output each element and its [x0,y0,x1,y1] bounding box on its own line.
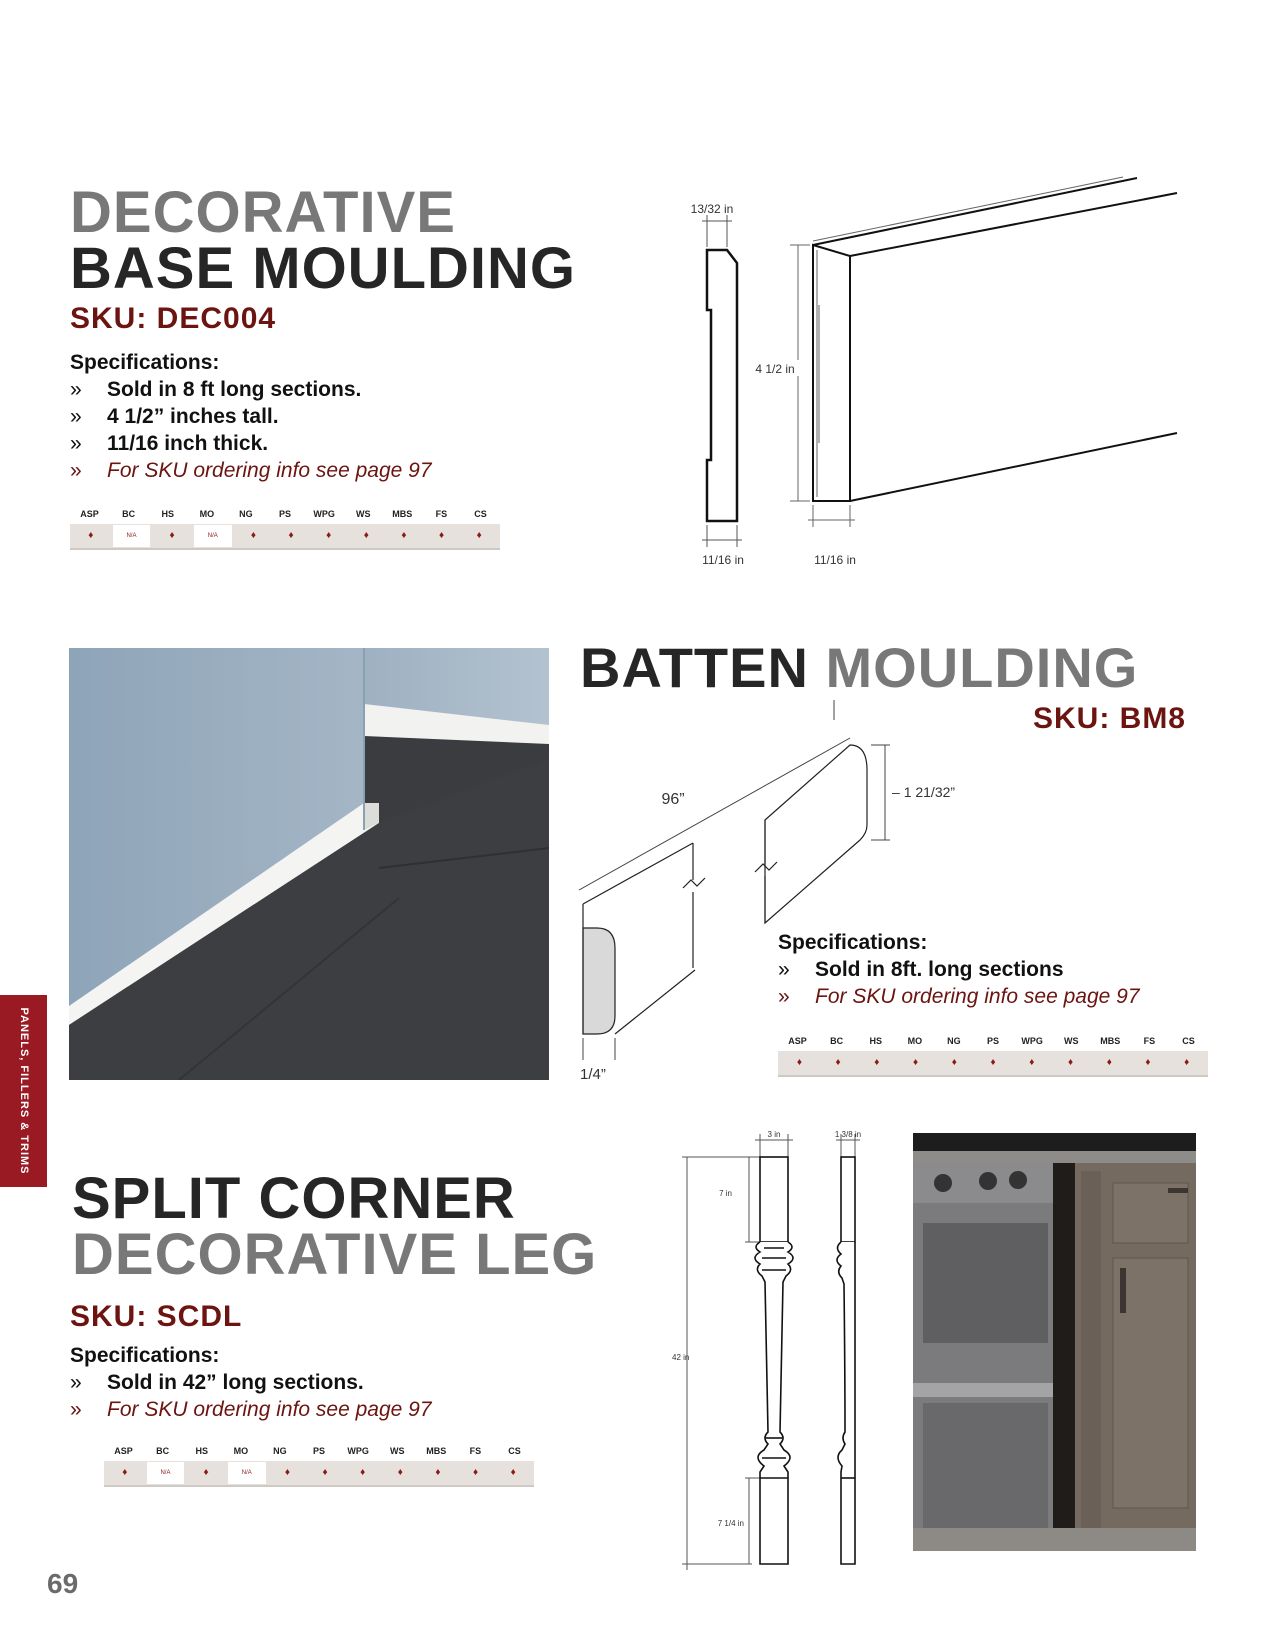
availability-mark: ♦ [913,1057,919,1068]
availability-row [778,1051,1208,1077]
availability-mark: ♦ [435,1467,441,1478]
dim-total-length-label: 42 in [672,1353,690,1362]
finish-code: MBS [426,1446,447,1456]
finish-code: WS [389,1446,405,1456]
kitchen-leg-photo [913,1133,1196,1551]
dim-bottom-left-label: 11/16 in [702,553,744,567]
finish-code: WS [1063,1036,1079,1046]
availability-mark: ♦ [122,1467,128,1478]
availability-mark: ♦ [874,1057,880,1068]
finish-code: CS [1182,1036,1195,1046]
spec-list [70,1369,432,1423]
spec-item: » Sold in 42” long sections. [70,1371,364,1394]
baseboard-room-photo [69,648,549,1080]
availability-row [70,524,500,550]
availability-na: N/A [228,1462,266,1484]
product-sku: SKU: DEC004 [70,302,277,335]
availability-mark: ♦ [360,1467,366,1478]
availability-mark: ♦ [473,1467,479,1478]
finish-code: WPG [313,509,335,519]
spec-heading: Specifications: [70,1344,220,1367]
dim-width-label: – 1 21/32” [892,784,956,800]
finish-availability-grid [104,1441,534,1487]
spec-list [70,376,432,484]
finish-code: MO [907,1036,923,1046]
finish-code: HS [195,1446,208,1456]
dim-front-width-label: 3 in [767,1130,781,1139]
availability-na: N/A [113,525,151,547]
finish-code: WPG [1021,1036,1043,1046]
spec-heading: Specifications: [70,351,220,374]
finish-code: MO [233,1446,249,1456]
finish-code: FS [469,1446,482,1456]
availability-mark: ♦ [510,1467,516,1478]
product-title-line2: DECORATIVE LEG [72,1222,598,1287]
product-title-line1: DECORATIVE [70,180,456,245]
dim-length-label: 96” [661,791,685,808]
page-number: 69 [47,1568,79,1599]
base-moulding-diagram [680,175,1220,570]
availability-mark: ♦ [363,530,369,541]
product-title-line1: SPLIT CORNER [72,1166,516,1231]
product-title-line2: BASE MOULDING [70,236,576,301]
finish-code: MO [199,509,215,519]
ordering-info: » For SKU ordering info see page 97 [778,985,1140,1008]
finish-code: BC [830,1036,844,1046]
dim-side-width-label: 1 3/8 in [834,1130,862,1139]
title-word: MOULDING [825,636,1139,699]
availability-mark: ♦ [439,530,445,541]
finish-code: CS [474,509,487,519]
product-sku: SKU: SCDL [70,1300,243,1333]
availability-mark: ♦ [796,1057,802,1068]
section-tab [0,995,47,1187]
availability-mark: ♦ [397,1467,403,1478]
availability-mark: ♦ [326,530,332,541]
availability-mark: ♦ [1106,1057,1112,1068]
availability-mark: ♦ [203,1467,209,1478]
availability-mark: ♦ [1145,1057,1151,1068]
finish-code: WPG [347,1446,369,1456]
availability-mark: ♦ [951,1057,957,1068]
title-word: BATTEN [580,636,809,699]
spec-item: » Sold in 8 ft long sections. [70,378,362,401]
finish-availability-grid [778,1031,1208,1077]
spec-item: » Sold in 8ft. long sections [778,958,1064,981]
availability-mark: ♦ [88,530,94,541]
finish-code: FS [435,509,448,519]
decorative-leg-diagram [670,1122,910,1570]
availability-mark: ♦ [288,530,294,541]
availability-na: N/A [194,525,232,547]
availability-na: N/A [147,1462,185,1484]
availability-mark: ♦ [835,1057,841,1068]
spec-heading: Specifications: [778,931,928,954]
availability-mark: ♦ [250,530,256,541]
batten-moulding-diagram [575,700,995,1085]
availability-row [104,1461,534,1487]
finish-code: BC [122,509,136,519]
finish-codes-row [778,1031,1208,1051]
availability-mark: ♦ [322,1467,328,1478]
finish-code: NG [273,1446,287,1456]
finish-code: BC [156,1446,170,1456]
availability-mark: ♦ [169,530,175,541]
finish-code: MBS [392,509,413,519]
finish-code: WS [355,509,371,519]
finish-code: PS [987,1036,1000,1046]
finish-code: PS [313,1446,326,1456]
finish-code: NG [239,509,253,519]
availability-mark: ♦ [1029,1057,1035,1068]
finish-code: ASP [114,1446,133,1456]
finish-availability-grid [70,504,500,550]
finish-code: FS [1143,1036,1156,1046]
finish-codes-row [104,1441,534,1461]
availability-mark: ♦ [990,1057,996,1068]
finish-code: HS [869,1036,882,1046]
finish-code: MBS [1100,1036,1121,1046]
product-sku: SKU: BM8 [1032,702,1186,735]
section-tab-label: PANELS, FILLERS & TRIMS [17,1007,30,1175]
dim-thickness-label: 1/4” [580,1066,606,1083]
finish-codes-row [70,504,500,524]
availability-mark: ♦ [1067,1057,1074,1068]
availability-mark: ♦ [476,530,482,541]
finish-code: ASP [80,509,99,519]
finish-code: PS [279,509,292,519]
dim-top-label: 13/32 in [690,202,734,216]
spec-list [778,956,1140,1010]
dim-bottom-right-label: 11/16 in [814,553,856,567]
availability-mark: ♦ [284,1467,290,1478]
spec-item: » 4 1/2” inches tall. [70,405,279,428]
product-title [580,636,1139,699]
finish-code: NG [947,1036,961,1046]
availability-mark: ♦ [401,530,407,541]
spec-item: » 11/16 inch thick. [70,432,269,455]
ordering-info: » For SKU ordering info see page 97 [70,459,432,482]
dim-bottom-block-label: 7 1/4 in [717,1519,744,1528]
finish-code: CS [508,1446,521,1456]
ordering-info: » For SKU ordering info see page 97 [70,1398,432,1421]
finish-code: HS [161,509,174,519]
dim-height-label: 4 1/2 in [755,362,795,376]
finish-code: ASP [788,1036,807,1046]
dim-top-block-label: 7 in [719,1189,732,1198]
availability-mark: ♦ [1184,1057,1190,1068]
